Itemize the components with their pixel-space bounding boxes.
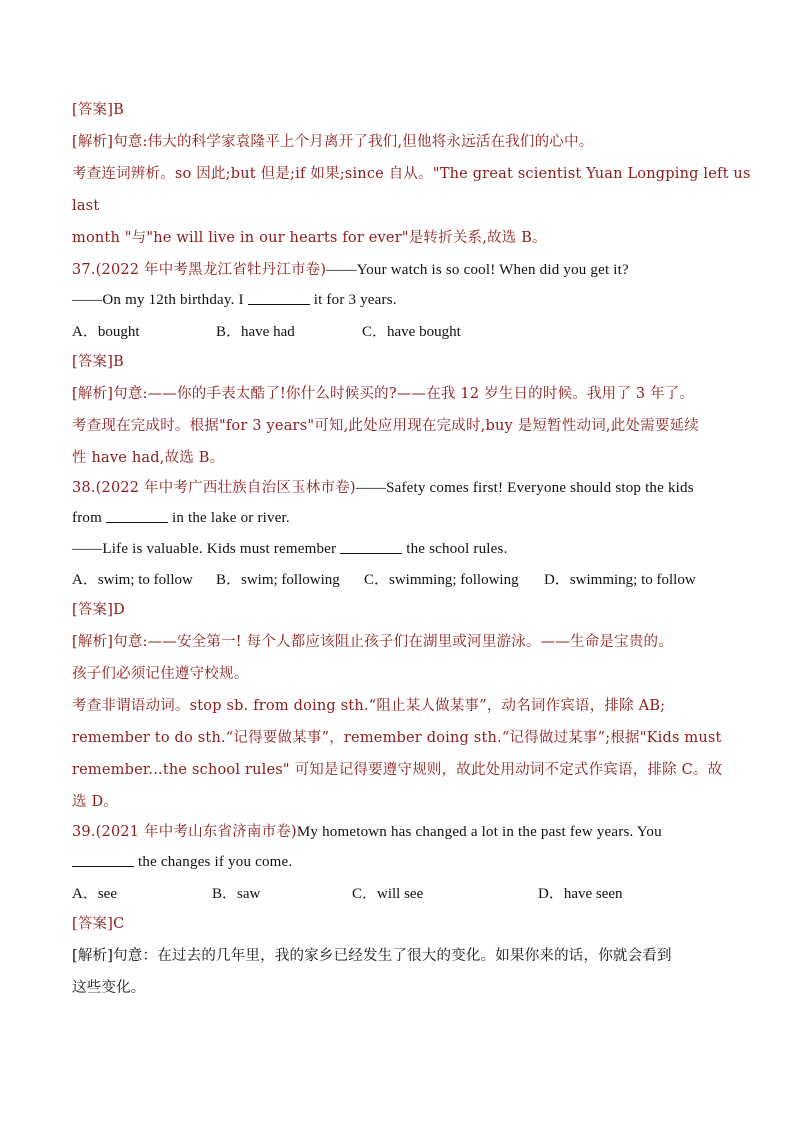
q37-stem-part: it for 3 years. bbox=[313, 292, 397, 308]
q37-stem bbox=[72, 260, 629, 280]
q38-option-d: D．swimming; to follow bbox=[544, 572, 696, 588]
q38-option-b: B．swim; following bbox=[216, 572, 340, 588]
q38-stem bbox=[72, 478, 694, 498]
q36-analysis-line: month "与"he will live in our hearts for ever"是转折关系,故选 B。 bbox=[72, 230, 547, 246]
q37-option-a: A．bought bbox=[72, 324, 140, 340]
q39-source: 39.(2021 年中考山东省济南市卷) bbox=[72, 824, 297, 840]
q38-analysis-line: [解析]句意:——安全第一! 每个人都应该阻止孩子们在湖里或河里游泳。——生命是宝贵的。 bbox=[72, 634, 673, 650]
q39-analysis-line: [解析]句意：在过去的几年里，我的家乡已经发生了很大的变化。如果你来的话，你就会看到 bbox=[72, 948, 672, 964]
q38-stem-part: in the lake or river. bbox=[171, 510, 290, 526]
q39-option-c: C．will see bbox=[352, 886, 424, 902]
q36-analysis-line: last bbox=[72, 198, 100, 214]
q39-analysis-line: 这些变化。 bbox=[72, 980, 146, 996]
q36-analysis-line: 考查连词辨析。so 因此;but 但是;if 如果;since 自从。"The great scientist Yuan Longping left us bbox=[72, 166, 751, 182]
q39-answer: [答案]C bbox=[72, 916, 125, 932]
q39-option-d: D．have seen bbox=[538, 886, 623, 902]
q37-answer: [答案]B bbox=[72, 354, 124, 370]
q37-stem-line2 bbox=[72, 290, 397, 310]
answer-blank bbox=[106, 508, 168, 523]
q38-answer: [答案]D bbox=[72, 602, 125, 618]
q38-stem-part: from bbox=[72, 510, 102, 526]
q36-analysis-line: [解析]句意:伟大的科学家袁隆平上个月离开了我们,但他将永远活在我们的心中。 bbox=[72, 134, 594, 150]
q37-analysis-line: 性 have had,故选 B。 bbox=[72, 450, 225, 466]
q38-option-c: C．swimming; following bbox=[364, 572, 519, 588]
q38-stem-part: the school rules. bbox=[406, 541, 508, 557]
q38-analysis-line: 考查非谓语动词。stop sb. from doing sth.“阻止某人做某事”，动名词作宾语，排除 AB; bbox=[72, 698, 666, 714]
q38-stem-text: ——Safety comes first! Everyone should stop the kids bbox=[355, 480, 694, 496]
q37-analysis-line: 考查现在完成时。根据"for 3 years"可知,此处应用现在完成时,buy 是短暂性动词,此处需要延续 bbox=[72, 418, 699, 434]
q37-option-b: B．have had bbox=[216, 324, 295, 340]
q37-stem-text: ——Your watch is so cool! When did you get it? bbox=[326, 262, 629, 278]
q37-analysis-line: [解析]句意:——你的手表太酷了!你什么时候买的?——在我 12 岁生日的时候。我用了 3 年了。 bbox=[72, 386, 695, 402]
q37-stem-part: ——On my 12th birthday. I bbox=[72, 292, 244, 308]
answer-blank bbox=[248, 290, 310, 305]
q38-stem-part: ——Life is valuable. Kids must remember bbox=[72, 541, 337, 557]
q38-analysis-line: remember...the school rules" 可知是记得要遵守规则，故此处用动词不定式作宾语，排除 C。故 bbox=[72, 762, 723, 778]
q38-source: 38.(2022 年中考广西壮族自治区玉林市卷) bbox=[72, 480, 356, 496]
q39-stem-line2 bbox=[72, 852, 292, 872]
q38-analysis-line: 孩子们必须记住遵守校规。 bbox=[72, 666, 249, 682]
q39-stem-text: My hometown has changed a lot in the past few years. You bbox=[296, 824, 662, 840]
q39-stem bbox=[72, 822, 662, 842]
q36-answer: [答案]B bbox=[72, 102, 124, 118]
q37-option-c: C．have bought bbox=[362, 324, 461, 340]
q39-option-b: B．saw bbox=[212, 886, 261, 902]
q38-analysis-line: remember to do sth.“记得要做某事”，remember doing sth.“记得做过某事”;根据"Kids must bbox=[72, 730, 722, 746]
q37-source: 37.(2022 年中考黑龙江省牡丹江市卷) bbox=[72, 262, 327, 278]
q39-stem-part: the changes if you come. bbox=[138, 854, 293, 870]
q38-stem-line3 bbox=[72, 539, 508, 559]
answer-blank bbox=[340, 539, 402, 554]
q39-option-a: A．see bbox=[72, 886, 117, 902]
q38-analysis-line: 选 D。 bbox=[72, 794, 119, 810]
q38-stem-line2 bbox=[72, 508, 290, 528]
answer-blank bbox=[72, 852, 134, 867]
q38-option-a: A．swim; to follow bbox=[72, 572, 193, 588]
